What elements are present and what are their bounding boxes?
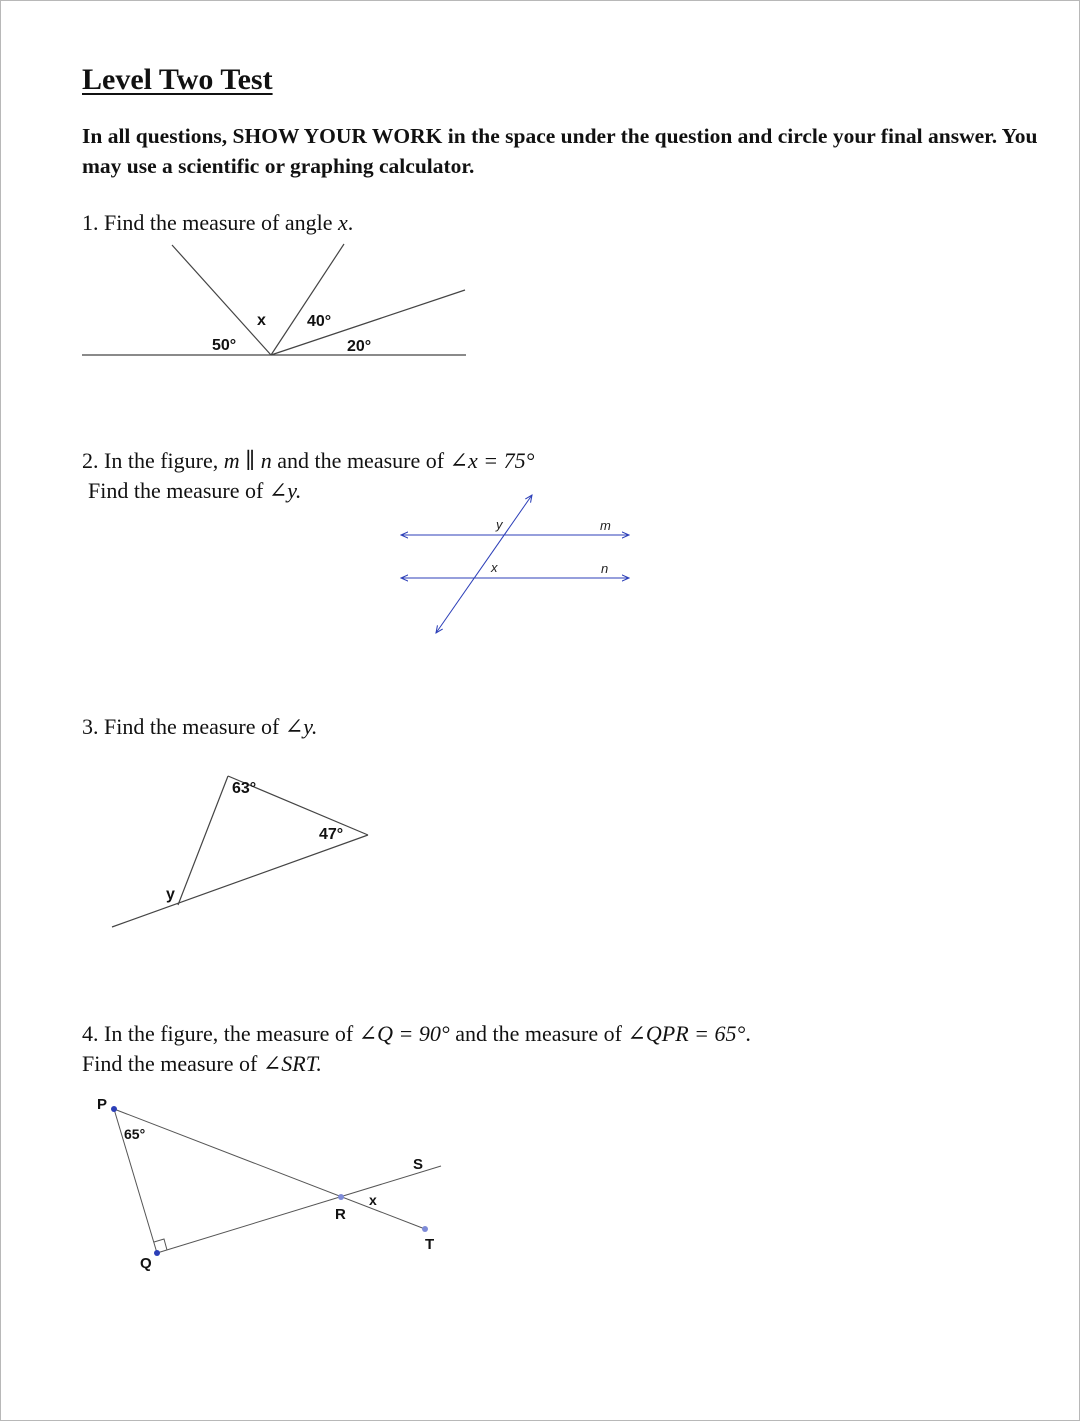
q2-line2-prefix: Find the measure of xyxy=(88,478,269,503)
fig2-label-n: n xyxy=(601,561,609,576)
figure-3-triangle xyxy=(112,776,368,927)
fig4-line-qs xyxy=(157,1166,441,1253)
figures xyxy=(1,1,1079,1420)
q2-parallel-expr: m ∥ n xyxy=(223,448,272,473)
fig3-side-left xyxy=(178,776,228,905)
q4-suffix: . xyxy=(745,1021,751,1046)
fig4-label-x: x xyxy=(369,1192,377,1208)
figure-1-angles xyxy=(82,244,466,355)
instructions: In all questions, SHOW YOUR WORK in the space under the question and circle your final answer. You may use a scientific or graphing calculator. xyxy=(82,124,1038,178)
fig1-label-50: 50° xyxy=(212,337,237,354)
fig4-label-s: S xyxy=(413,1156,424,1173)
q2-angle-expr: ∠x = 75° xyxy=(449,448,535,473)
q3-expr: ∠y. xyxy=(284,714,318,739)
q4-angle-q-expr: ∠Q = 90° xyxy=(358,1021,450,1046)
fig4-label-r: R xyxy=(335,1206,346,1223)
fig1-label-x: x xyxy=(257,312,266,329)
fig1-label-40: 40° xyxy=(307,313,332,330)
fig4-point-r xyxy=(338,1194,344,1200)
fig2-label-m: m xyxy=(600,518,611,533)
fig3-extended-base xyxy=(112,835,368,927)
q1-suffix: . xyxy=(347,210,354,235)
fig2-label-y: y xyxy=(496,517,503,532)
q2-mid: and the measure of xyxy=(271,448,450,473)
fig4-line-pt xyxy=(114,1109,425,1229)
page-title: Level Two Test xyxy=(82,63,273,96)
fig3-label-47: 47° xyxy=(319,826,344,843)
q4-prefix: 4. In the figure, the measure of xyxy=(82,1021,359,1046)
fig3-label-y: y xyxy=(166,886,175,903)
fig4-label-q: Q xyxy=(140,1255,152,1272)
fig2-label-x: x xyxy=(491,560,498,575)
q2-prefix: 2. In the figure, xyxy=(82,448,224,473)
fig3-label-63: 63° xyxy=(232,780,257,797)
figure-4-triangle xyxy=(97,1096,441,1272)
q4-line2-expr: ∠SRT. xyxy=(262,1051,322,1076)
q4-mid: and the measure of xyxy=(449,1021,628,1046)
q4-line2-prefix: Find the measure of xyxy=(82,1051,263,1076)
fig4-point-t xyxy=(422,1226,428,1232)
q1-variable: x xyxy=(338,210,348,235)
fig1-ray-upper-right xyxy=(271,244,344,355)
fig4-label-p: P xyxy=(97,1096,108,1113)
figure-2-parallel-lines xyxy=(401,495,629,633)
q3-prefix: 3. Find the measure of xyxy=(82,714,285,739)
fig4-point-p xyxy=(111,1106,117,1112)
fig2-transversal xyxy=(436,495,532,633)
fig4-label-t: T xyxy=(425,1236,435,1253)
q1-prefix: 1. Find the measure of angle xyxy=(82,210,338,235)
fig4-point-q xyxy=(154,1250,160,1256)
fig4-label-65: 65° xyxy=(124,1126,146,1142)
q4-angle-qpr-expr: ∠QPR = 65° xyxy=(627,1021,746,1046)
fig1-label-20: 20° xyxy=(347,338,372,355)
q2-line2-expr: ∠y. xyxy=(268,478,302,503)
